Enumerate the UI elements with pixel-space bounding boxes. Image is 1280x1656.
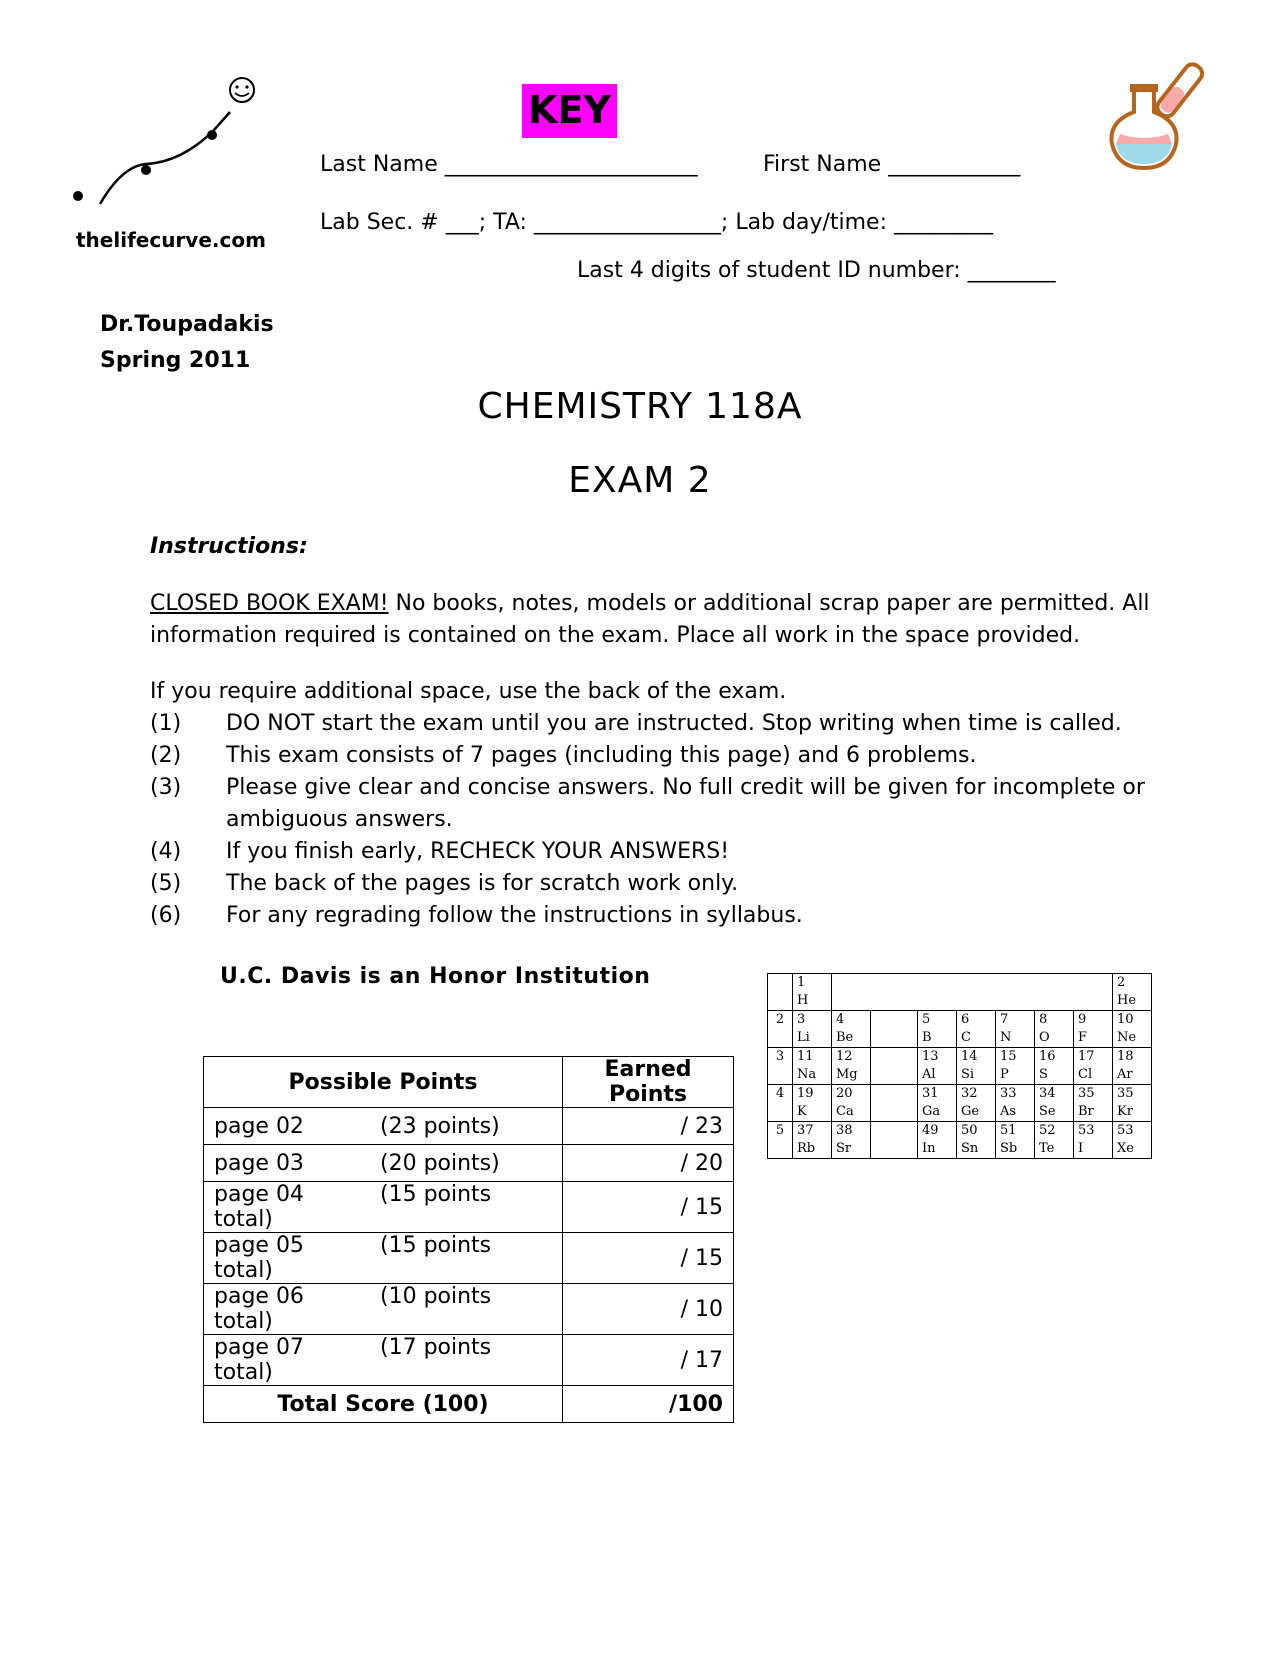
extra-space-note: If you require additional space, use the back of the exam. <box>150 679 787 704</box>
element-cell: 35 Br <box>1074 1085 1113 1122</box>
column-header: Earned Points <box>563 1057 734 1108</box>
element-cell: 11 Na <box>793 1048 832 1085</box>
page-label: page 05 <box>214 1233 304 1258</box>
closed-book-paragraph <box>150 588 1160 652</box>
instructor-name: Dr.Toupadakis <box>100 312 274 337</box>
page-label: page 07 <box>214 1335 304 1360</box>
possible-points: (20 points) <box>380 1150 500 1176</box>
element-cell: 50 Sn <box>957 1122 996 1159</box>
element-cell: 53 Xe <box>1113 1122 1152 1159</box>
periodic-row <box>768 1085 1152 1122</box>
first-name-field: First Name ____________ <box>763 152 1021 177</box>
element-cell: 16 S <box>1035 1048 1074 1085</box>
earned-points: / 15 <box>563 1182 734 1233</box>
periodic-table <box>767 973 1152 1159</box>
element-cell: 14 Si <box>957 1048 996 1085</box>
possible-points: (23 points) <box>380 1113 500 1139</box>
smiley-curve-icon <box>62 66 262 216</box>
table-row <box>204 1145 734 1182</box>
element-cell: 51 Sb <box>996 1122 1035 1159</box>
page-label: page 06 <box>214 1284 304 1309</box>
table-row <box>204 1335 734 1386</box>
table-header-row <box>204 1057 734 1108</box>
total-label: Total Score (100) <box>204 1386 563 1423</box>
element-cell: 20 Ca <box>832 1085 871 1122</box>
key-badge: KEY <box>522 84 617 138</box>
total-value: /100 <box>563 1386 734 1423</box>
instruction-list <box>150 708 1160 932</box>
periodic-row <box>768 974 1152 1011</box>
element-cell: 13 Al <box>918 1048 957 1085</box>
element-cell: 3 Li <box>793 1011 832 1048</box>
element-cell: 31 Ga <box>918 1085 957 1122</box>
course-title: CHEMISTRY 118A <box>477 386 803 427</box>
last-name-field: Last Name _______________________ <box>320 152 698 177</box>
score-table <box>203 1056 734 1423</box>
element-cell: 15 P <box>996 1048 1035 1085</box>
periodic-row <box>768 1048 1152 1085</box>
term: Spring 2011 <box>100 348 251 373</box>
element-cell: 37 Rb <box>793 1122 832 1159</box>
period-label: 5 <box>768 1122 793 1159</box>
element-cell: 10 Ne <box>1113 1011 1152 1048</box>
element-cell: 19 K <box>793 1085 832 1122</box>
honor-statement: U.C. Davis is an Honor Institution <box>220 964 651 989</box>
closed-book-text: No books, notes, models or additional scrap paper are permitted. All information required is contained on the exam. Place all work in the space provided. <box>150 591 1150 648</box>
element-cell: 5 B <box>918 1011 957 1048</box>
list-item: (6) For any regrading follow the instructions in syllabus. <box>150 903 803 928</box>
element-cell: 12 Mg <box>832 1048 871 1085</box>
periodic-row <box>768 1122 1152 1159</box>
table-row <box>204 1182 734 1233</box>
earned-points: / 10 <box>563 1284 734 1335</box>
possible-points: (10 points total) <box>214 1284 492 1334</box>
period-label: 3 <box>768 1048 793 1085</box>
page-label: page 03 <box>214 1150 304 1176</box>
element-cell: 4 Be <box>832 1011 871 1048</box>
student-id-field: Last 4 digits of student ID number: ________ <box>577 258 1056 283</box>
column-header: Possible Points <box>204 1057 563 1108</box>
periodic-row <box>768 1011 1152 1048</box>
list-item: (1) DO NOT start the exam until you are instructed. Stop writing when time is called. <box>150 711 1122 736</box>
list-item: (2) This exam consists of 7 pages (including this page) and 6 problems. <box>150 743 977 768</box>
period-label: 4 <box>768 1085 793 1122</box>
element-cell: 34 Se <box>1035 1085 1074 1122</box>
closed-book-label: CLOSED BOOK EXAM! <box>150 591 389 616</box>
element-cell: 35 Kr <box>1113 1085 1152 1122</box>
element-cell: 38 Sr <box>832 1122 871 1159</box>
element-cell: 33 As <box>996 1085 1035 1122</box>
earned-points: / 20 <box>563 1145 734 1182</box>
element-cell: 52 Te <box>1035 1122 1074 1159</box>
list-item: (4) If you finish early, RECHECK YOUR ANSWERS! <box>150 839 730 864</box>
period-label: 2 <box>768 1011 793 1048</box>
flask-icon <box>1104 56 1224 176</box>
page-label: page 04 <box>214 1182 304 1207</box>
instructions-heading: Instructions: <box>150 534 308 559</box>
element-cell: 17 Cl <box>1074 1048 1113 1085</box>
element-cell: 53 I <box>1074 1122 1113 1159</box>
element-cell: 18 Ar <box>1113 1048 1152 1085</box>
table-row <box>204 1284 734 1335</box>
total-row <box>204 1386 734 1423</box>
element-cell: 32 Ge <box>957 1085 996 1122</box>
possible-points: (15 points total) <box>214 1233 492 1283</box>
element-cell: 6 C <box>957 1011 996 1048</box>
page-label: page 02 <box>214 1113 304 1139</box>
earned-points: / 23 <box>563 1108 734 1145</box>
element-cell: 1 H <box>793 974 832 1011</box>
element-cell: 8 O <box>1035 1011 1074 1048</box>
list-item: (5) The back of the pages is for scratch work only. <box>150 871 739 896</box>
table-row <box>204 1233 734 1284</box>
exam-title: EXAM 2 <box>568 460 712 501</box>
possible-points: (17 points total) <box>214 1335 492 1385</box>
element-cell: 9 F <box>1074 1011 1113 1048</box>
logo-text: thelifecurve.com <box>76 228 266 252</box>
earned-points: / 17 <box>563 1335 734 1386</box>
earned-points: / 15 <box>563 1233 734 1284</box>
element-cell: 49 In <box>918 1122 957 1159</box>
table-row <box>204 1108 734 1145</box>
element-cell: 7 N <box>996 1011 1035 1048</box>
element-cell: 2 He <box>1113 974 1152 1011</box>
list-item: (3) Please give clear and concise answers. No full credit will be given for incomplete or ambiguous answers. <box>150 775 1145 832</box>
lab-section-field: Lab Sec. # ___; TA: _________________; Lab day/time: _________ <box>320 210 993 235</box>
possible-points: (15 points total) <box>214 1182 492 1232</box>
